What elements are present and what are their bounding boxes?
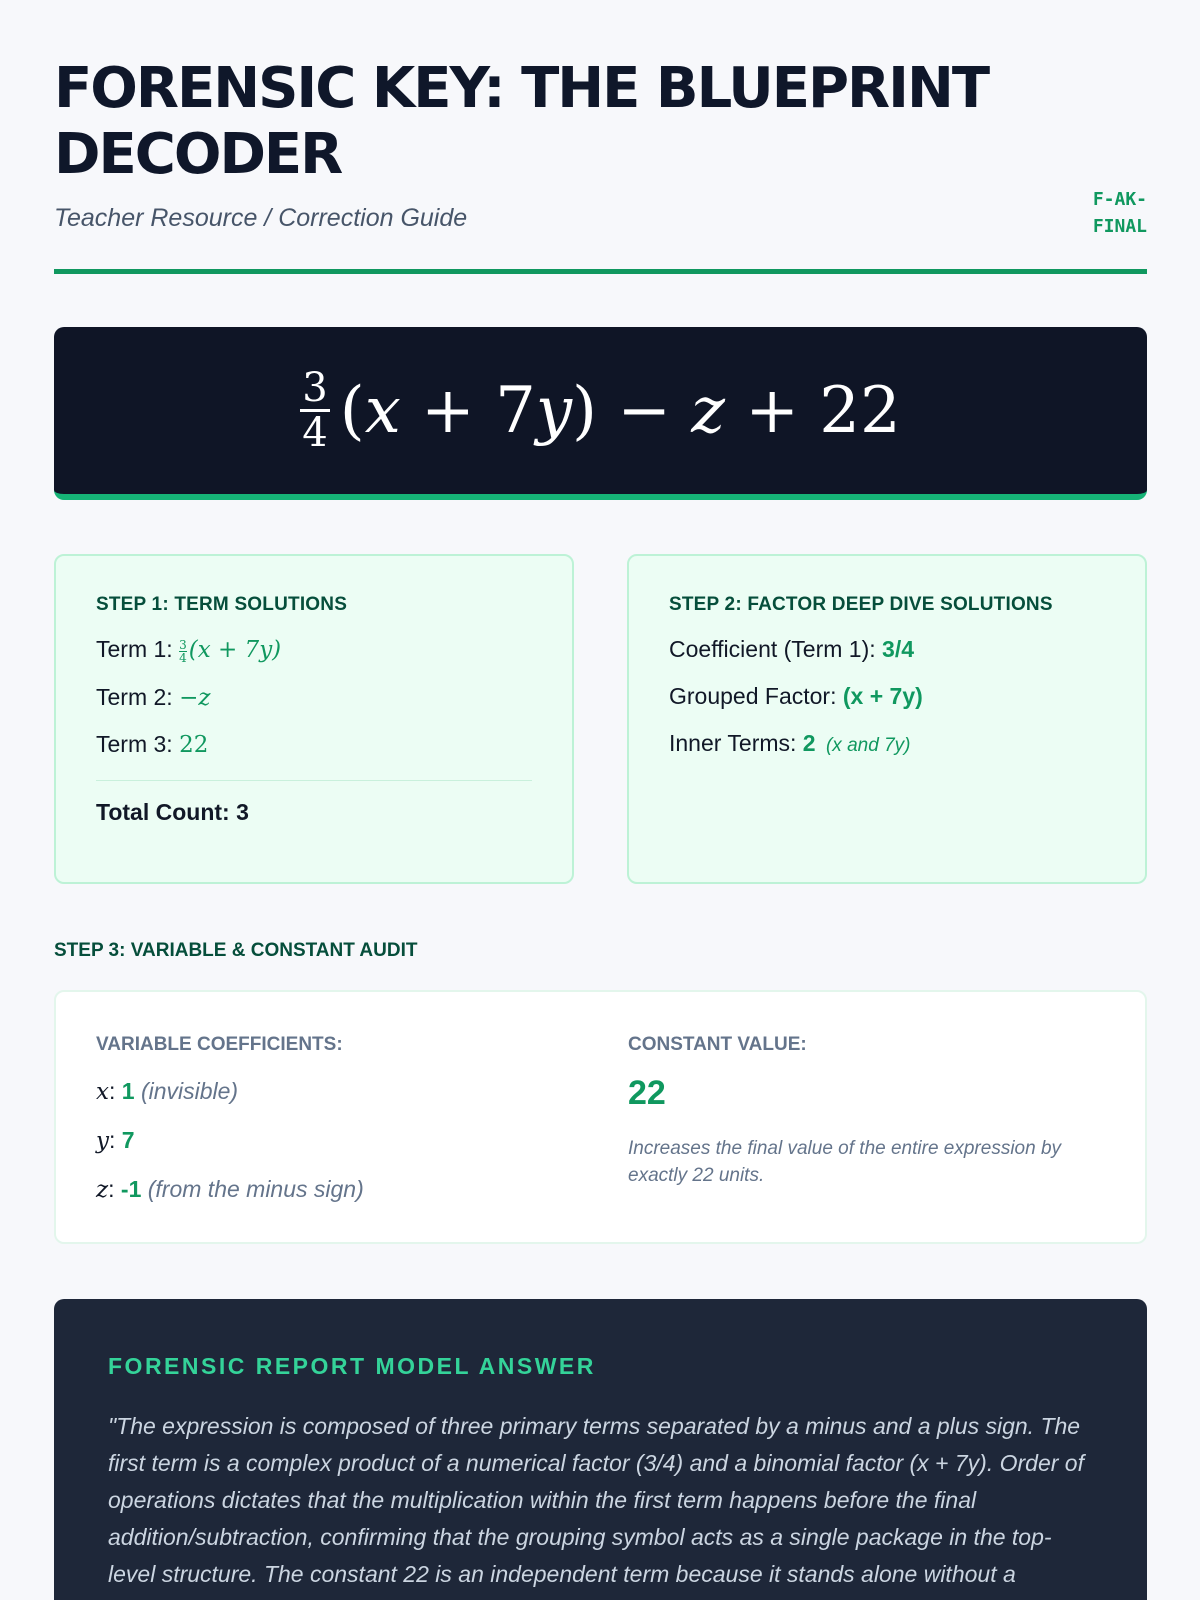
coef-value-x: 1 [121,1078,135,1104]
coefficient-seven: 7 [495,373,536,448]
term1-row [96,636,532,664]
coef-note-z: (from the minus sign) [147,1176,364,1202]
page-title: FORENSIC KEY: THE BLUEPRINT DECODER [54,56,989,187]
coef-var-z: z [96,1177,109,1203]
term3-label: Term 3: [96,730,173,757]
close-paren: ) [571,373,597,448]
expression-fraction [300,367,329,454]
grouped-factor-label: Grouped Factor: [669,683,837,709]
coefficient-row [669,636,1105,663]
inner-terms-note: (x and 7y) [825,735,911,756]
variable-coefficients-column [96,1034,576,1203]
constant-description: Increases the final value of the entire expression by exactly 22 units. [628,1138,1062,1186]
coef-note-x: (invisible) [140,1078,239,1104]
constant-column [628,1034,1108,1189]
open-paren: ( [339,373,365,448]
audit-card [54,990,1147,1244]
expression-banner [54,327,1147,500]
step3-title: STEP 3: VARIABLE & CONSTANT AUDIT [54,940,418,961]
coef-var-y: y [96,1128,109,1154]
term1-fraction [179,639,187,664]
coef-row-z [96,1176,576,1203]
minus-sign: − [596,373,692,448]
coef-colon: : [109,1127,122,1153]
fraction-numerator: 3 [302,365,328,411]
coef-colon: : [108,1078,122,1104]
plus-sign-2: + [724,373,820,448]
term3-value: 22 [179,731,209,758]
expression [300,367,900,454]
step1-title: STEP 1: TERM SOLUTIONS [96,594,348,615]
step1-divider [96,780,532,781]
total-count: Total Count: 3 [96,798,249,825]
term2-row [96,684,532,711]
forensic-report [54,1299,1147,1600]
coefficient-value: 3/4 [882,636,915,662]
variable-z: z [691,373,725,448]
term1-numerator: 3 [179,637,187,652]
variable-y: y [535,373,572,448]
constant-value-label: CONSTANT VALUE: [628,1034,807,1055]
step2-title: STEP 2: FACTOR DEEP DIVE SOLUTIONS [669,594,1053,615]
report-title: FORENSIC REPORT MODEL ANSWER [108,1353,596,1379]
inner-terms-label: Inner Terms: [669,730,797,756]
term1-denominator: 4 [179,650,187,665]
step2-card [627,554,1147,884]
grouped-factor-value: (x + 7y) [842,683,923,709]
coef-var-x: x [96,1079,109,1105]
term1-label: Term 1: [96,636,173,662]
coefficient-label: Coefficient (Term 1): [669,636,876,662]
term2-value: −z [179,684,211,711]
report-text: "The expression is composed of three primary terms separated by a minus and a plus sign. The first term is a complex product of a numerical factor (3/4) and a binomial factor (x + 7y). Order of operations dictates that the multiplication within the first term happens before the final addition/subtraction, confirming that the grouping symbol acts as a single package in the top-level structure. The constant 22 is an independent term because it stands alone without a [108,1413,1084,1587]
document-code: F-AK-FINAL [1092,189,1147,237]
term1-value [179,637,281,663]
coef-row-y [96,1127,576,1154]
inner-terms-value: 2 [802,730,816,756]
grouped-factor-row [669,683,1105,710]
term2-label: Term 2: [96,683,173,710]
fraction-denominator: 4 [302,410,328,456]
coef-value-z: -1 [120,1176,142,1202]
constant-value: 22 [628,1074,666,1112]
step1-card [54,554,574,884]
page-header [54,0,1147,274]
page-subtitle: Teacher Resource / Correction Guide [54,204,468,232]
variable-x: x [364,373,401,448]
coef-row-x [96,1078,576,1105]
answer-key-page [54,0,1147,1587]
variable-coefficients-label: VARIABLE COEFFICIENTS: [96,1034,343,1055]
term1-rest: (x + 7y) [188,637,282,663]
coef-colon: : [108,1176,121,1202]
constant-term: 22 [819,373,901,448]
coef-value-y: 7 [121,1127,135,1153]
plus-sign: + [400,373,496,448]
inner-terms-row [669,730,1105,757]
term3-row [96,731,532,758]
